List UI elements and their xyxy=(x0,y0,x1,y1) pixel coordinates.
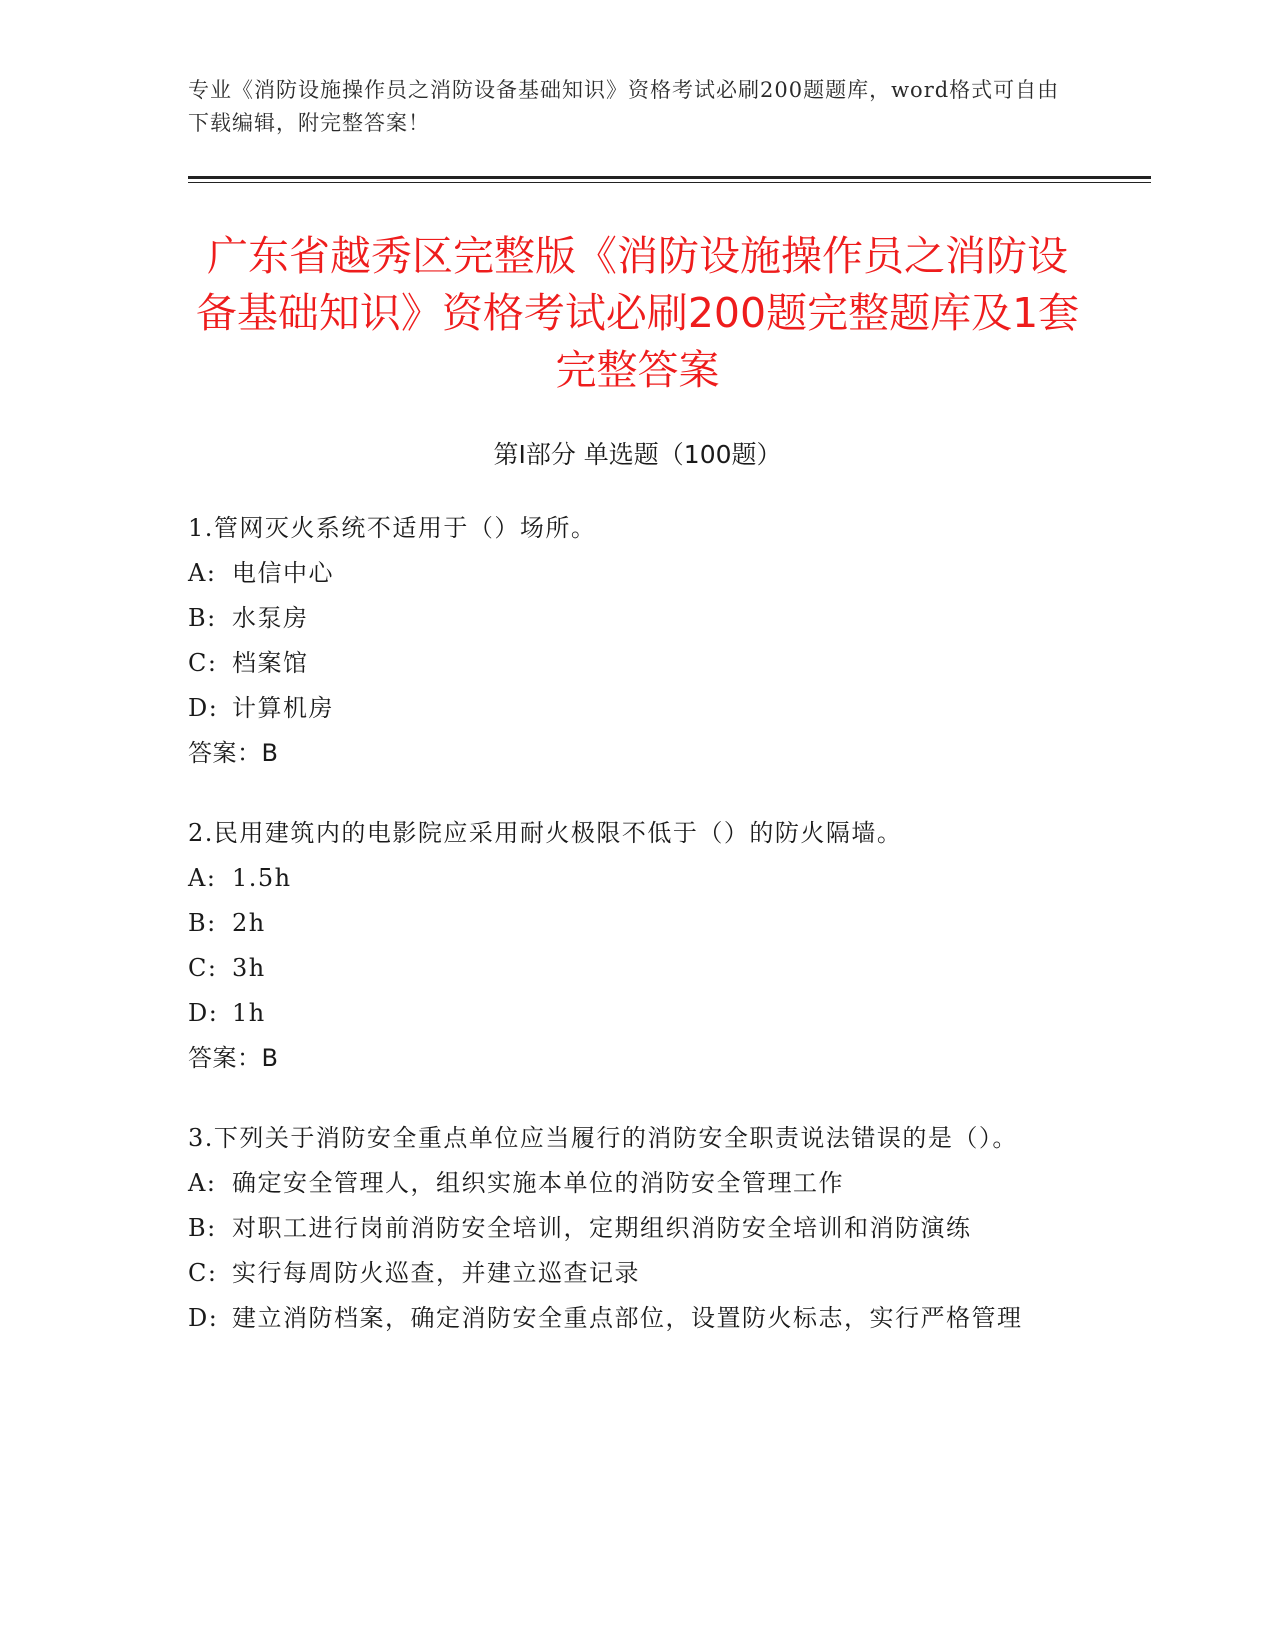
option-label: A: xyxy=(188,864,217,892)
option-label: D: xyxy=(188,1304,219,1332)
option-b xyxy=(188,901,1068,946)
option-d xyxy=(188,991,1068,1036)
option-text: 水泵房 xyxy=(232,604,309,632)
option-a xyxy=(188,1161,1068,1206)
option-text: 1.5h xyxy=(232,864,292,892)
option-c xyxy=(188,1251,1068,1296)
header-note: 专业《消防设施操作员之消防设备基础知识》资格考试必刷200题题库，word格式可自由下载编辑，附完整答案！ xyxy=(188,78,1060,135)
header-divider-thick xyxy=(188,176,1151,179)
option-b xyxy=(188,1206,1068,1251)
header-divider-thin xyxy=(188,182,1151,183)
question-3 xyxy=(188,1116,1068,1341)
option-label: B: xyxy=(188,1214,217,1242)
option-text: 3h xyxy=(232,954,266,982)
option-text: 确定安全管理人，组织实施本单位的消防安全管理工作 xyxy=(232,1169,844,1197)
option-text: 2h xyxy=(232,909,266,937)
option-d xyxy=(188,1296,1068,1341)
option-label: D: xyxy=(188,999,219,1027)
option-label: A: xyxy=(188,1169,217,1197)
option-d xyxy=(188,686,1068,731)
option-text: 实行每周防火巡查，并建立巡查记录 xyxy=(232,1259,640,1287)
option-label: C: xyxy=(188,1259,218,1287)
option-text: 1h xyxy=(232,999,266,1027)
option-label: C: xyxy=(188,649,218,677)
option-c xyxy=(188,946,1068,991)
option-c xyxy=(188,641,1068,686)
option-a xyxy=(188,856,1068,901)
question-1 xyxy=(188,506,1068,776)
section-heading: 第I部分 单选题（100题） xyxy=(493,440,782,469)
option-text: 对职工进行岗前消防安全培训，定期组织消防安全培训和消防演练 xyxy=(232,1214,972,1242)
option-text: 建立消防档案，确定消防安全重点部位，设置防火标志，实行严格管理 xyxy=(232,1304,1023,1332)
question-2 xyxy=(188,811,1068,1081)
question-stem: 2.民用建筑内的电影院应采用耐火极限不低于（）的防火隔墙。 xyxy=(188,819,903,847)
option-label: B: xyxy=(188,604,217,632)
option-a xyxy=(188,551,1068,596)
option-text: 电信中心 xyxy=(232,559,334,587)
answer-line: 答案：B xyxy=(188,1044,279,1072)
option-label: B: xyxy=(188,909,217,937)
option-label: A: xyxy=(188,559,217,587)
option-label: C: xyxy=(188,954,218,982)
answer-line: 答案：B xyxy=(188,739,279,767)
document-title: 广东省越秀区完整版《消防设施操作员之消防设备基础知识》资格考试必刷200题完整题库及1套完整答案 xyxy=(195,232,1080,394)
option-text: 计算机房 xyxy=(232,694,334,722)
question-stem: 1.管网灭火系统不适用于（）场所。 xyxy=(188,514,597,542)
option-text: 档案馆 xyxy=(232,649,309,677)
option-label: D: xyxy=(188,694,219,722)
option-b xyxy=(188,596,1068,641)
question-stem: 3.下列关于消防安全重点单位应当履行的消防安全职责说法错误的是（）。 xyxy=(188,1124,1018,1152)
